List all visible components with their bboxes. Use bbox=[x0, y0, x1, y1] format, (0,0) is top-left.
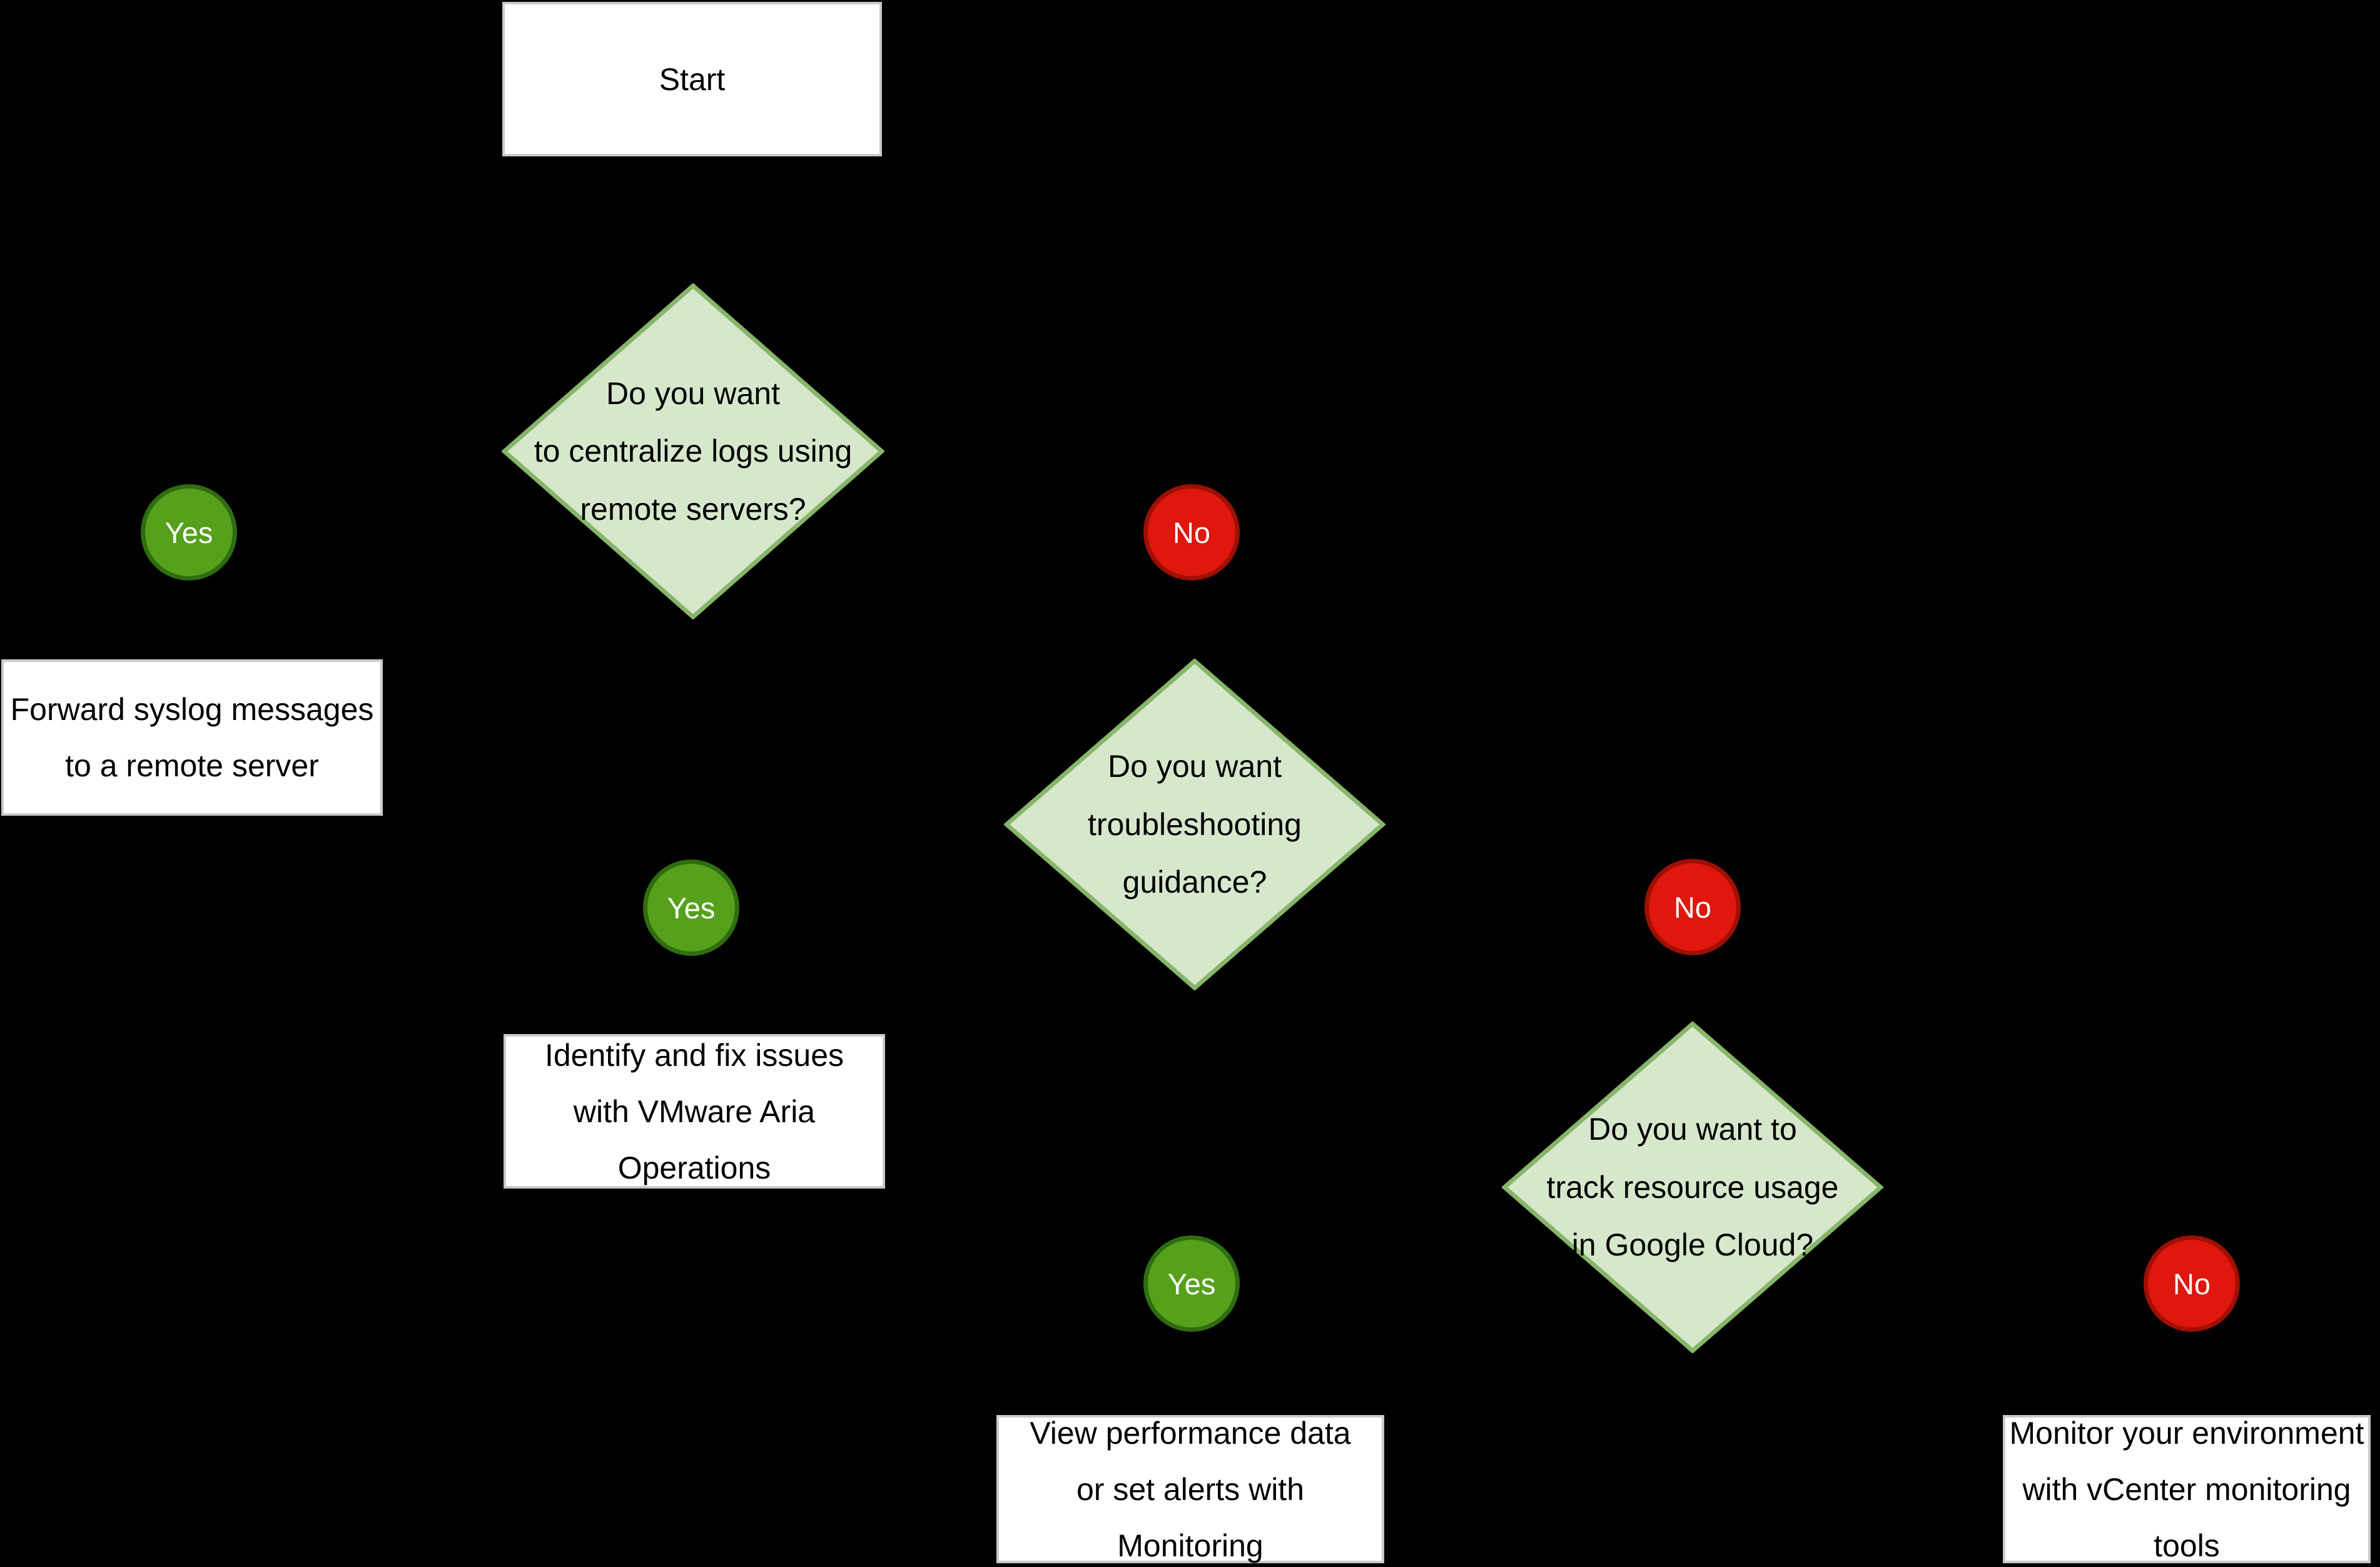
node-vcenter-tools bbox=[2003, 1415, 2371, 1563]
node-label: Start bbox=[659, 61, 726, 97]
edge-label-yes-1 bbox=[141, 484, 237, 581]
decision-label bbox=[1502, 1022, 1883, 1353]
label-line: Do you want bbox=[1108, 749, 1282, 784]
label-line: to centralize logs using bbox=[534, 434, 853, 469]
label-line: to a remote server bbox=[65, 748, 319, 783]
label-line: Forward syslog messages bbox=[10, 692, 374, 727]
label-line: in Google Cloud? bbox=[1571, 1227, 1814, 1263]
label-line: View performance data bbox=[1030, 1415, 1351, 1451]
edge-label-yes-3 bbox=[1143, 1235, 1240, 1332]
decision-label bbox=[1004, 659, 1385, 990]
label-line: guidance? bbox=[1122, 865, 1267, 900]
no-label: No bbox=[1172, 515, 1211, 549]
edge-label-no-1 bbox=[1143, 484, 1240, 581]
label-line: tools bbox=[2154, 1528, 2220, 1563]
label-line: Monitoring bbox=[1117, 1528, 1263, 1563]
label-line: with VMware Aria bbox=[573, 1093, 816, 1129]
decision-track-usage bbox=[1502, 1022, 1883, 1353]
node-monitoring bbox=[996, 1415, 1384, 1563]
edge-label-no-2 bbox=[1644, 859, 1741, 955]
edge-label-yes-2 bbox=[643, 860, 739, 956]
node-vmware-aria bbox=[504, 1034, 885, 1189]
no-label: No bbox=[2172, 1267, 2211, 1301]
yes-label: Yes bbox=[165, 515, 213, 549]
edge-label-no-3 bbox=[2144, 1235, 2240, 1332]
node-forward-syslog bbox=[1, 659, 383, 816]
yes-label: Yes bbox=[1167, 1267, 1216, 1301]
decision-label bbox=[502, 283, 884, 619]
label-line: Identify and fix issues bbox=[544, 1037, 844, 1073]
label-line: Do you want to bbox=[1588, 1112, 1797, 1147]
label-line: troubleshooting bbox=[1088, 806, 1302, 842]
label-line: Monitor your environment bbox=[2009, 1415, 2364, 1451]
decision-troubleshooting bbox=[1004, 659, 1385, 990]
label-line: Operations bbox=[617, 1150, 771, 1185]
label-line: or set alerts with bbox=[1076, 1471, 1304, 1507]
label-line: with vCenter monitoring bbox=[2022, 1471, 2351, 1507]
yes-label: Yes bbox=[667, 891, 716, 925]
label-line: Do you want bbox=[606, 375, 780, 411]
no-label: No bbox=[1673, 890, 1712, 924]
decision-centralize-logs bbox=[502, 283, 884, 619]
node-start bbox=[502, 2, 882, 156]
label-line: remote servers? bbox=[580, 491, 806, 527]
label-line: track resource usage bbox=[1546, 1169, 1839, 1205]
